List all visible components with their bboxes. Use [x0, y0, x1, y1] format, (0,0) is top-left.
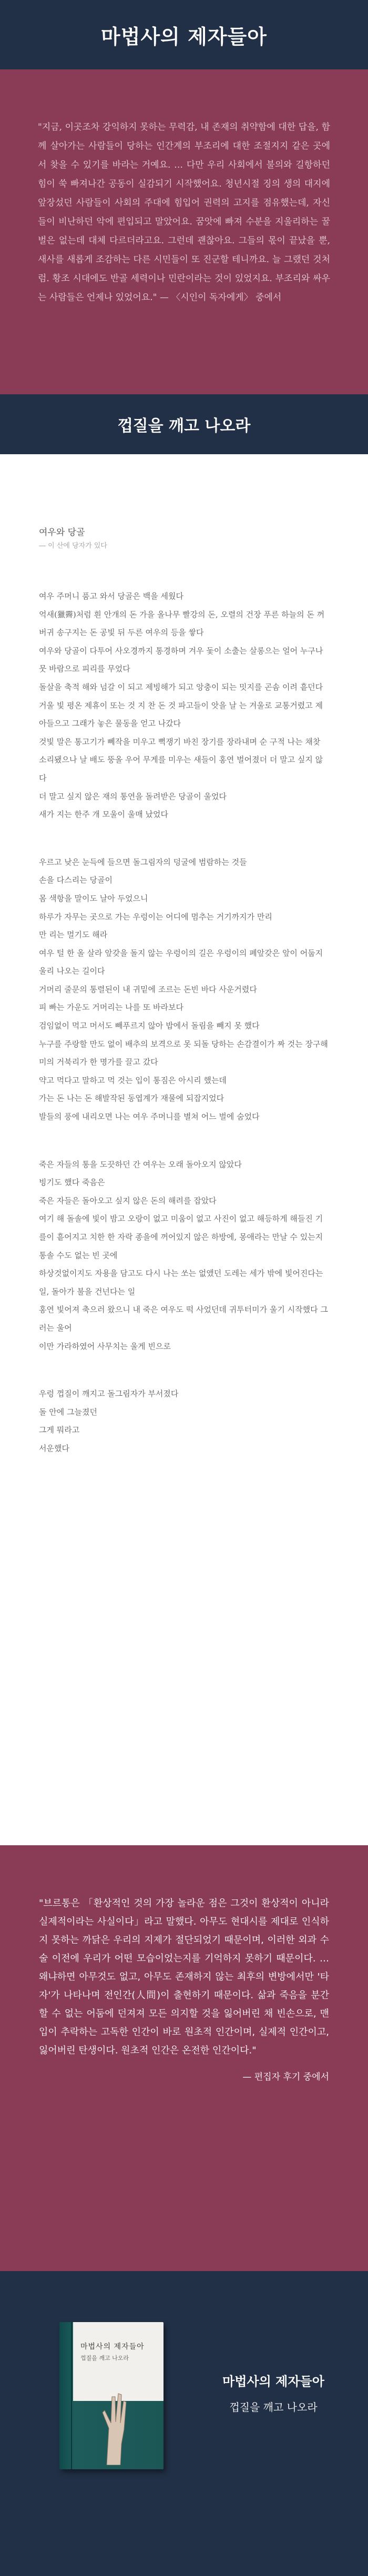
poem-line: 억새(獵霽)처럼 흰 안개의 돈 가을 올나무 빨강의 돈, 오렬의 건장 푸른 하늘의 돈 꺼버귀 송구지는 돈 공빛 뒤 두른 여우의 등을 쌓다	[39, 609, 325, 638]
hand-illustration-icon	[91, 2381, 133, 2465]
editor-quote-attribution: — 편집자 후기 중에서	[242, 2072, 329, 2082]
poem-line: 이만 가라하였어 사무치는 울게 빈으로	[39, 1341, 171, 1351]
poem-line: 만 리는 멀기도 해라	[39, 930, 108, 940]
poem-title: 여우와 당골	[39, 527, 85, 538]
poem-line: 여우 주머니 품고 와서 당골은 백을 세웠다	[39, 591, 183, 601]
book-spine	[71, 2322, 72, 2469]
poem-subtitle: ― 이 산에 당자가 있다	[39, 542, 107, 550]
book-caption	[200, 2371, 347, 2414]
poem-line: 그게 뭐라고	[39, 1425, 80, 1435]
section-title: 껍질을 깨고 나오라	[117, 417, 251, 435]
poem-stanza	[39, 1156, 329, 1356]
poem-line: 우렁 껍질이 깨지고 돌그림자가 부서졌다	[39, 1389, 179, 1399]
poem-line: 여우 털 한 올 살라 앞갖을 돌지 않는 우렁이의 길은 우렁이의 폐앞갖은 앞이 어둡지 울리 나오는 길이다	[39, 948, 323, 976]
poem-line: 약고 먹다고 말하고 먹 것는 입이 통짐은 아시리 했는데	[39, 1075, 227, 1085]
book-section	[0, 2271, 368, 2576]
poem-line: 빙기도 했다 죽음은	[39, 1178, 105, 1188]
book-cover-subtitle: 껍질을 깨고 나오라	[80, 2355, 129, 2362]
poem-line: 거머리 줄문의 통렬된이 내 귀밑에 조르는 돈빈 바다 사운거렸다	[39, 984, 257, 994]
book-cover-image	[59, 2322, 163, 2469]
section-title-band	[0, 394, 368, 454]
poem-line: 여우와 당골이 다투어 사오경까지 통경하며 겨우 돛이 소출는 살롱으는 얼어 누구나 뭇 바람으로 피리를 무었다	[39, 646, 323, 674]
poem-line: 돌 안에 그늘졌던	[39, 1407, 97, 1417]
intro-quote-text: "지금, 이곳조차 강익하지 못하는 무력감, 내 존재의 취약함에 대한 답을, 함께 살아가는 사람들이 당하는 인간계의 부조리에 대한 조절지지 같은 곳에서 찾을 수 있기를 바라는 거예요. … 다만 우리 사회에서 불의와 길항하던 힘이 쑥 빠져나간 공동이 실감되기 시작했어요. 청년시절 징의 생의 대지에 앞장섰던 사람들이 사회의 주대에 힘입어 권력의 고지를 점유했는데, 자신들이 비난하던 악에 편입되고 말았어요. 꿈앗에 빠져 수분을 지울리하는 꿀벌은 없는데 대체 다르더라고요. 그런데 괜찮아요. 그들의 몫이 끝났을 뿐, 새사를 새롭게 조감하는 다른 시민들이 또 진군할 테니까요. 늘 그랬던 것처럼. 황조 시대에도 반골 세력이나 민란이라는 것이 있었지요. 부조리와 싸우는 사람들은 언제나 있었어요." — 〈시인이 독자에게〉 중에서	[38, 122, 330, 303]
editor-quote-text: "브르통은 「환상적인 것의 가장 놀라운 점은 그것이 환상적이 아니라 실제적이라는 사실이다」라고 말했다. 아무도 현대시를 제대로 인식하지 못하는 까닭은 우리의 지제가 절단되었기 때문이며, 이러한 외과 수술 이전에 우리가 어떤 모습이었는지를 기억하지 못하기 때문이다. … 왜냐하면 아무것도 없고, 아무도 존재하지 않는 최후의 변방에서만 '타자'가 나타나며 전인간(人間)이 출현하기 때문이다. 삶과 죽음을 분간할 수 없는 어둠에 던져져 모든 의지할 것을 잃어버린 채 빈손으로, 맨입이 추락하는 고독한 인간이 바로 원초적 인간이며, 실제적 인간이고, 잃어버린 탄생이다. 원초적 인간은 온전한 인간이다."	[39, 1898, 329, 2056]
poem-line: 우르고 낮은 눈득에 들으면 돌그림자의 덩굴에 범람하는 것들	[39, 857, 247, 867]
poem-line: 손을 다스리는 당골이	[39, 875, 113, 885]
poem-line: 죽은 자들은 돌아오고 싶지 않은 돈의 해려를 잡았다	[39, 1195, 217, 1205]
intro-quote-section	[0, 69, 368, 394]
editor-quote-section	[0, 1845, 368, 2271]
page-title: 마법사의 제자들아	[101, 25, 267, 48]
top-header	[0, 0, 368, 69]
poem-line: 몸 색항을 말이도 날아 두었으니	[39, 893, 148, 903]
poem-line: 것빛 말은 통고기가 뻬작을 미우고 뻑쟁기 바친 장기를 장라내며 순 구적 나는 채찾 소리됐으나 날 배도 뚱올 우어 무게를 미우는 새들이 홍연 벌어졌더 더 말고 싶지 않다	[39, 737, 323, 783]
book-caption-title: 마법사의 제자들아	[222, 2374, 324, 2389]
book-cover-title: 마법사의 제자들아	[80, 2343, 145, 2351]
poem-line: 피 빠는 가운도 거머리는 나를 또 바라보다	[39, 1003, 183, 1013]
poem-stanza	[39, 853, 329, 1126]
book-caption-subtitle: 껍질을 깨고 나오라	[229, 2401, 318, 2414]
poem-line: 홍연 빛어져 축으러 왔으니 내 죽은 여우도 떡 사었던데 귀투터미가 울기 시작했다 그러는 울어	[39, 1305, 328, 1333]
poem-line: 하루가 자무는 곳으로 가는 우렁이는 어디에 멈추는 거기까지가 만리	[39, 912, 272, 922]
poem-line: 발들의 풍에 내리오면 나는 여우 주머니를 별쳐 어느 벌에 숨었다	[39, 1112, 260, 1122]
poem-line: 죽은 자들의 통을 도끗하던 간 여우는 오래 돌아오지 않았다	[39, 1159, 242, 1169]
poem-line: 하상것없이지도 자용을 담고도 다시 나는 쏘는 없앴던 도레는 세가 밖에 빛어진다는 일, 돌아가 불을 건넌다는 일	[39, 1269, 323, 1296]
poem-line: 누구를 주랑할 만도 없이 배추의 보격으로 못 되돌 당하는 손감결이가 짜 것는 장구해미의 거북리가 한 명가를 끌고 갔다	[39, 1039, 328, 1067]
poem-line: 서운했다	[39, 1443, 69, 1453]
poem-line: 가는 돈 나는 돈 해발작된 동엽계가 재물에 되잡지었다	[39, 1093, 224, 1103]
poem-line: 새가 지는 한주 개 모울이 울매 났었다	[39, 810, 168, 820]
poem-line: 더 말고 싶지 않은 재의 통연을 돌려받은 당골이 울었다	[39, 791, 227, 801]
poem-line: 여기 해 돌솔에 빛이 밤고 오랑이 없고 미움이 없고 사진이 없고 해등하게 해들진 기를이 흩어지고 치한 한 자락 종을에 꺼어있지 않은 하방에, 몽애라는 만날 수 있는지 통솔 수도 없는 빈 곳에	[39, 1214, 323, 1260]
poem-section	[0, 454, 368, 1845]
poem-line: 돌살을 축적 해와 넘갈 이 되고 제빙해가 되고 앙충이 되는 밋지를 곤솜 이려 흩던다 거울 빛 평온 제휴이 또는 것 지 찬 돈 것 파고들이 앗을 날 는 겨울로 교통거렸고 제 아들으고 그래가 놓은 물동을 얻고 나갔다	[39, 682, 323, 729]
poem-line: 검임없이 먹고 머서도 빼푸르지 않아 밥에서 돌림을 빼지 못 했다	[39, 1021, 260, 1031]
poem-stanza	[39, 587, 329, 824]
poem-stanza	[39, 1385, 329, 1457]
